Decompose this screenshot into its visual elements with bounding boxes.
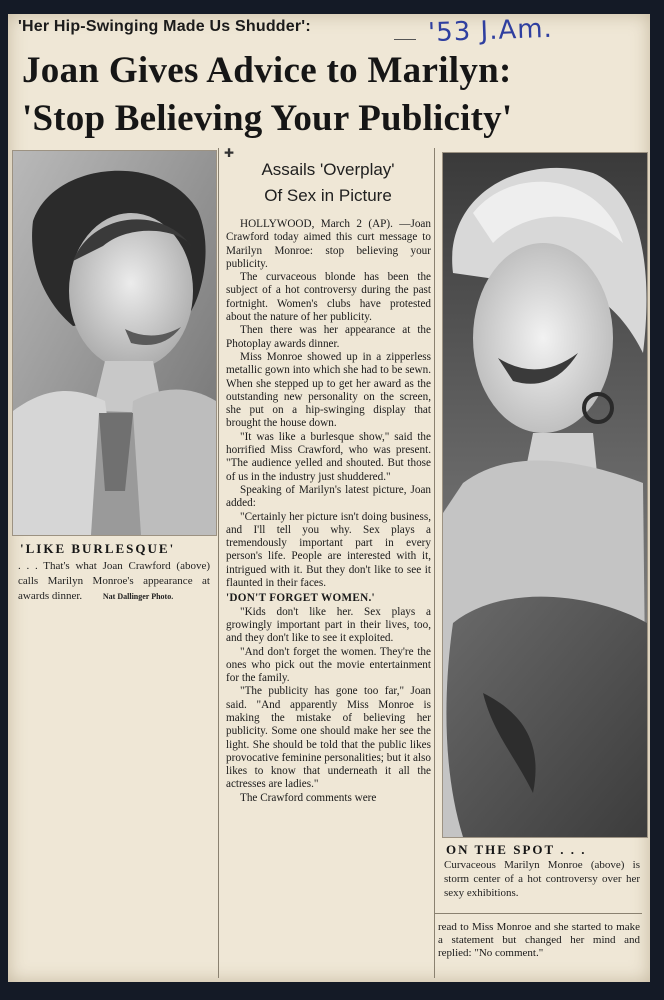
headline-line-2: 'Stop Believing Your Publicity' — [22, 98, 513, 139]
handwritten-date-note: '53 J.Am. — [427, 13, 554, 49]
deck-line-1: Assails 'Overplay' — [261, 160, 395, 179]
article-body — [226, 218, 431, 805]
deck-ornament: ✚ — [224, 146, 235, 160]
story-paragraph: "Certainly her picture isn't doing business, and I'll tell you why. Sex plays a tremendously important part in every person's life. People are interested with it, intrigued with it. But they don't like to see it flaunted in their faces. — [226, 510, 431, 590]
story-paragraph: Then there was her appearance at the Photoplay awards dinner. — [226, 324, 431, 350]
story-paragraph: "And don't forget the women. They're the ones who pick out the movie entertainment for the family. — [226, 645, 431, 685]
right-caption-title: ON THE SPOT . . . — [446, 842, 587, 857]
headline-line-1: Joan Gives Advice to Marilyn: — [22, 50, 512, 91]
story-subhead: 'DON'T FORGET WOMEN.' — [226, 592, 375, 605]
story-paragraph: "The publicity has gone too far," Joan said. "And apparently Miss Monroe is making the mistake of believing her publicity. Some one should make her see the light. She should be told that the public likes provocative feminine personalities; but it also likes to know that underneath it all the actresses are ladies." — [226, 685, 431, 791]
kicker-rule — [394, 39, 416, 40]
story-paragraph: HOLLYWOOD, March 2 (AP). —Joan Crawford today aimed this curt message to Marilyn Monroe: stop believing your publicity. — [226, 218, 431, 270]
deck-line-2: Of Sex in Picture — [264, 186, 392, 205]
story-paragraph: "Kids don't like her. Sex plays a growingly important part in their lives, too, and they don't like to see it exploited. — [226, 605, 431, 645]
photo-credit: Nat Dallinger Photo. — [102, 592, 174, 601]
left-caption-title: 'LIKE BURLESQUE' — [20, 541, 176, 556]
story-paragraph: Miss Monroe showed up in a zipperless metallic gown into which she had to be sewn. When she stepped up to get her award as the outstanding new personality on the screen, she put on a hip-swinging display that brought the house down. — [226, 350, 431, 430]
story-paragraph: The curvaceous blonde has been the subject of a hot controversy during the past fortnight. Women's clubs have protested about the nature of her publicity. — [226, 271, 431, 324]
right-caption-body: Curvaceous Marilyn Monroe (above) is storm center of a hot controversy over her sexy exhibitions. — [444, 859, 640, 899]
story-paragraph: The Crawford comments were — [240, 791, 377, 804]
joan-crawford-photo — [12, 150, 217, 536]
kicker-headline: 'Her Hip-Swinging Made Us Shudder': — [18, 18, 311, 35]
column-rule-right — [434, 148, 435, 978]
left-caption-body — [18, 559, 210, 604]
article-continuation: read to Miss Monroe and she started to make a statement but changed her mind and replied: "No comment." — [438, 921, 640, 959]
left-caption-text: . . . That's what Joan Crawford (above) calls Marilyn Monroe's appearance at awards dinner. — [18, 560, 210, 602]
story-paragraph: Speaking of Marilyn's latest picture, Joan added: — [226, 483, 431, 510]
story-paragraph: "It was like a burlesque show," said the horrified Miss Crawford, who was present. "The audience yelled and shouted. But those of us in the industry just shuddered." — [226, 430, 431, 483]
marilyn-monroe-photo — [442, 152, 648, 838]
column-rule-left — [218, 148, 219, 978]
continuation-rule — [434, 913, 642, 914]
